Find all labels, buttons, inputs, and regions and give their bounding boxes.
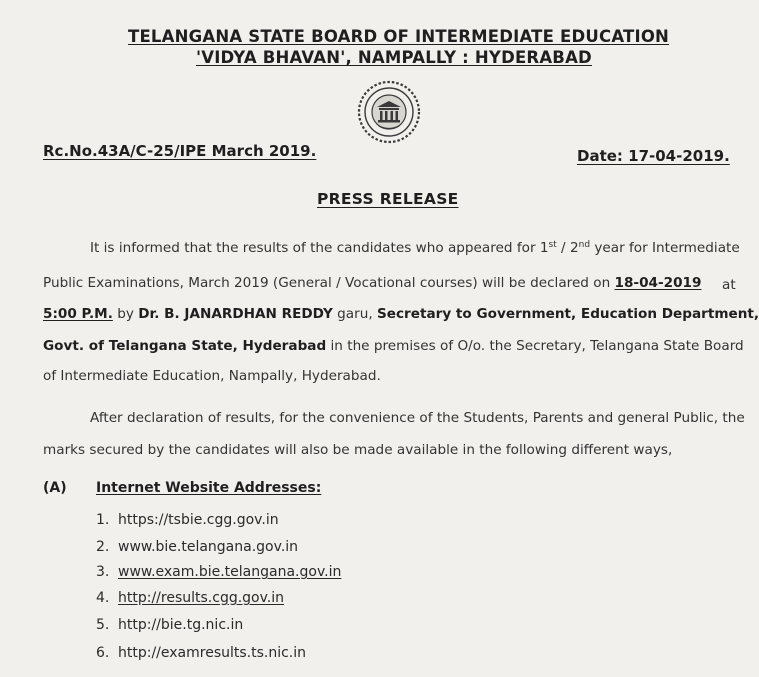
- website-link[interactable]: http://bie.tg.nic.in: [118, 617, 244, 633]
- section-a-marker: (A): [43, 480, 67, 496]
- website-item: 1. https://tsbie.cgg.gov.in: [96, 512, 279, 528]
- board-address-heading: 'VIDYA BHAVAN', NAMPALLY : HYDERABAD: [196, 48, 592, 67]
- website-link[interactable]: https://tsbie.cgg.gov.in: [118, 512, 279, 528]
- website-link[interactable]: http://examresults.ts.nic.in: [118, 645, 307, 661]
- website-item: 3. www.exam.bie.telangana.gov.in: [96, 564, 342, 580]
- declaration-time: 5:00 P.M.: [43, 306, 113, 322]
- para2-line1: After declaration of results, for the convenience of the Students, Parents and general Public, the: [90, 410, 745, 426]
- website-item: 5. http://bie.tg.nic.in: [96, 617, 244, 633]
- website-link[interactable]: www.bie.telangana.gov.in: [118, 539, 299, 555]
- website-link[interactable]: www.exam.bie.telangana.gov.in: [118, 564, 342, 580]
- reference-number: Rc.No.43A/C-25/IPE March 2019.: [43, 142, 317, 160]
- para2-line2: marks secured by the candidates will also be made available in the following different ways,: [43, 442, 673, 458]
- para1-line2: Public Examinations, March 2019 (General / Vocational courses) will be declared on 18-04-2019: [43, 275, 702, 291]
- para1-line5: of Intermediate Education, Nampally, Hyderabad.: [43, 368, 381, 384]
- board-name-heading: TELANGANA STATE BOARD OF INTERMEDIATE EDUCATION: [128, 27, 670, 46]
- website-item: 2. www.bie.telangana.gov.in: [96, 539, 299, 555]
- declaration-date: 18-04-2019: [614, 275, 702, 291]
- para1-line3: 5:00 P.M. by Dr. B. JANARDHAN REDDY garu, Secretary to Government, Education Department,: [43, 306, 759, 322]
- para1-line1: It is informed that the results of the candidates who appeared for 1st / 2nd year for Intermediate: [90, 240, 740, 256]
- para1-at: at: [722, 277, 736, 293]
- press-release-title: PRESS RELEASE: [317, 190, 459, 208]
- website-link[interactable]: http://results.cgg.gov.in: [118, 590, 285, 606]
- website-item: 6. http://examresults.ts.nic.in: [96, 645, 307, 661]
- release-date: Date: 17-04-2019.: [577, 147, 730, 165]
- para1-line4: Govt. of Telangana State, Hyderabad in the premises of O/o. the Secretary, Telangana State Board: [43, 338, 744, 354]
- board-emblem-icon: [357, 80, 421, 144]
- website-item: 4. http://results.cgg.gov.in: [96, 590, 285, 606]
- section-a-heading: Internet Website Addresses:: [96, 480, 322, 496]
